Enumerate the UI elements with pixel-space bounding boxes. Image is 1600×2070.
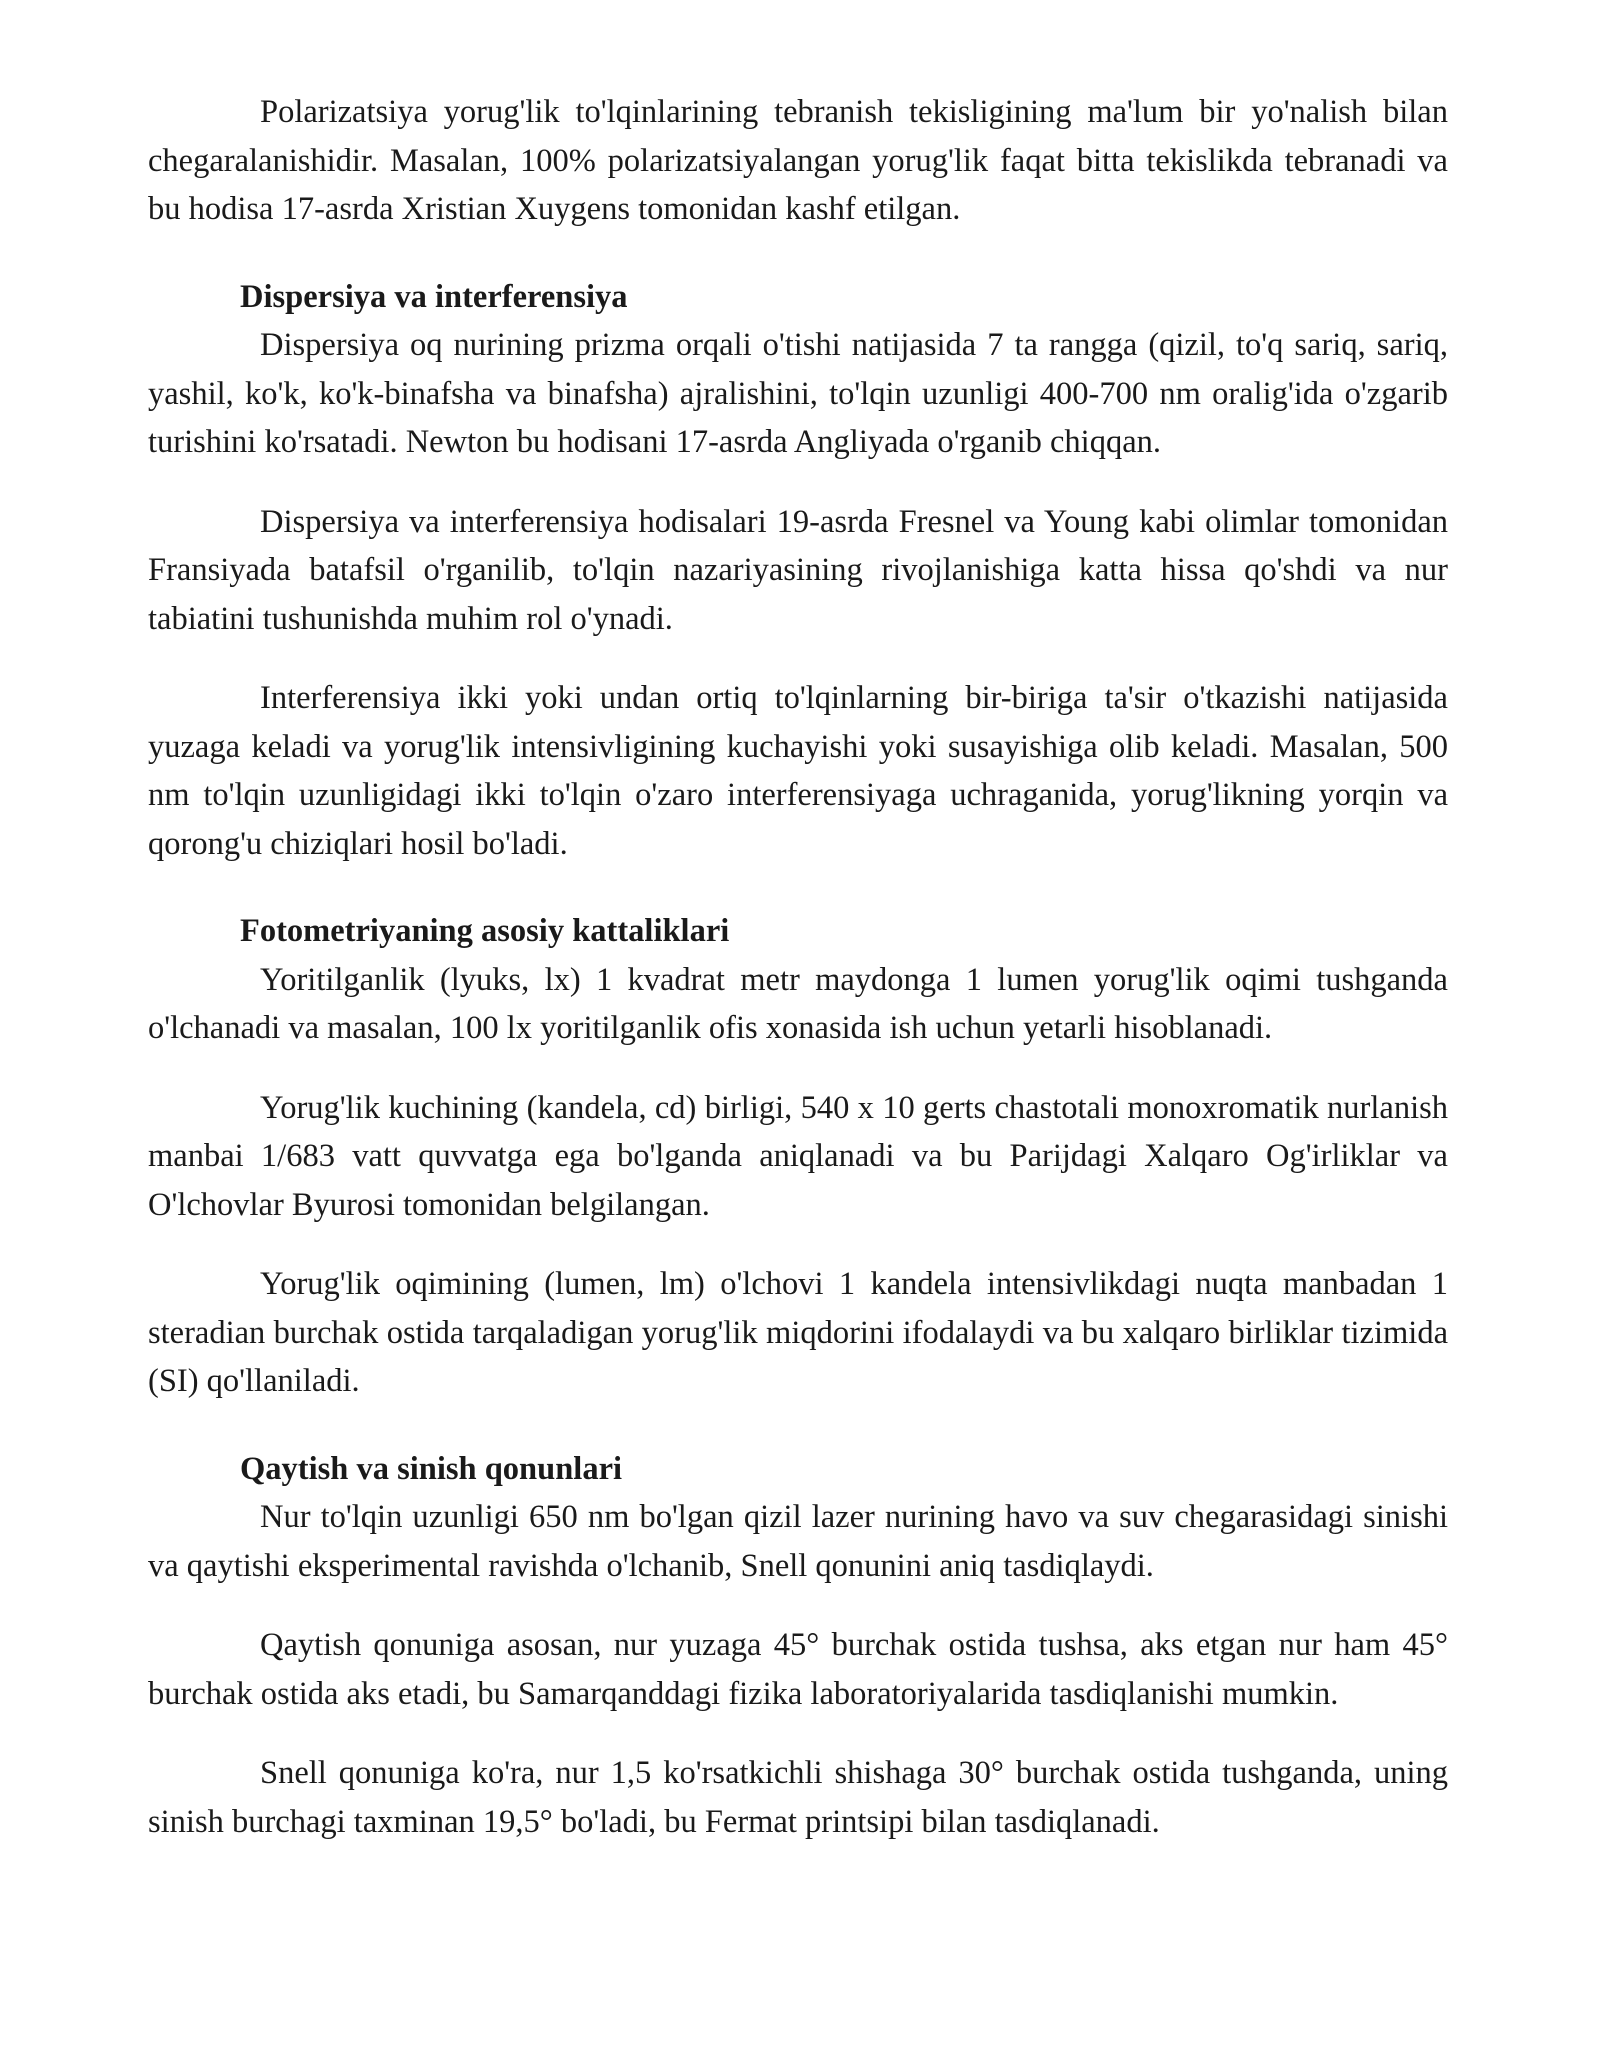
spacer [148,234,1448,273]
spacer [148,643,1448,674]
paragraph-luminous-intensity: Yorug'lik kuchining (kandela, cd) birligi, 540 x 10 gerts chastotali monoxromatik nurlanish manbai 1/683 vatt quvvatga ega bo'lganda aniqlanadi va bu Parijdagi Xalqaro Og'irliklar va O'lchovlar Byurosi tomonidan belgilangan. [148,1089,1448,1223]
heading-reflection-refraction: Qaytish va sinish qonunlari [240,1450,623,1487]
document-page [148,88,1448,1846]
paragraph-dispersion-history: Dispersiya va interferensiya hodisalari 19-asrda Fresnel va Young kabi olimlar tomonidan Fransiyada batafsil o'rganilib, to'lqin nazariyasining rivojlanishiga katta hissa qo'shdi va nur tabiatini tushunishda muhim rol o'ynadi. [148,503,1448,637]
paragraph-snell-law: Snell qonuniga ko'ra, nur 1,5 ko'rsatkichli shishaga 30° burchak ostida tushganda, uning sinish burchagi taxminan 19,5° bo'ladi, bu Fermat printsipi bilan tasdiqlanadi. [148,1755,1448,1840]
spacer [148,1053,1448,1084]
spacer [148,868,1448,907]
paragraph-dispersion: Dispersiya oq nurining prizma orqali o'tishi natijasida 7 ta rangga (qizil, to'q sariq, sariq, yashil, ko'k, ko'k-binafsha va binafsha) ajralishini, to'lqin uzunligi 400-700 nm oralig'ida o'zgarib turishini ko'rsatadi. Newton bu hodisani 17-asrda Angliyada o'rganib chiqqan. [148,327,1448,460]
paragraph-interference: Interferensiya ikki yoki undan ortiq to'lqinlarning bir-biriga ta'sir o'tkazishi natijasida yuzaga keladi va yorug'lik intensivligining kuchayishi yoki susayishiga olib keladi. Masalan, 500 nm to'lqin uzunligidagi ikki to'lqin o'zaro interferensiyaga uchraganida, yorug'likning yorqin va qorong'u chiziqlari hosil bo'ladi. [148,680,1448,862]
heading-photometry: Fotometriyaning asosiy kattaliklari [240,913,730,949]
spacer [148,1718,1448,1749]
spacer [148,1229,1448,1260]
paragraph-polarization: Polarizatsiya yorug'lik to'lqinlarining tebranish tekisligining ma'lum bir yo'nalish bilan chegaralanishidir. Masalan, 100% polarizatsiyalangan yorug'lik faqat bitta tekislikda tebranadi va bu hodisa 17-asrda Xristian Xuygens tomonidan kashf etilgan. [148,94,1448,227]
spacer [148,467,1448,498]
heading-dispersion-interference: Dispersiya va interferensiya [240,278,628,315]
paragraph-laser-refraction: Nur to'lqin uzunligi 650 nm bo'lgan qizil lazer nurining havo va suv chegarasidagi sinishi va qaytishi eksperimental ravishda o'lchanib, Snell qonunini aniq tasdiqlaydi. [148,1499,1448,1584]
paragraph-reflection-law: Qaytish qonuniga asosan, nur yuzaga 45° burchak ostida tushsa, aks etgan nur ham 45° burchak ostida aks etadi, bu Samarqanddagi fizika laboratoriyalarida tasdiqlanishi mumkin. [148,1627,1448,1712]
paragraph-illuminance: Yoritilganlik (lyuks, lx) 1 kvadrat metr maydonga 1 lumen yorug'lik oqimi tushganda o'lchanadi va masalan, 100 lx yoritilganlik ofis xonasida ish uchun yetarli hisoblanadi. [148,961,1448,1046]
spacer [148,1406,1448,1445]
paragraph-luminous-flux: Yorug'lik oqimining (lumen, lm) o'lchovi 1 kandela intensivlikdagi nuqta manbadan 1 steradian burchak ostida tarqaladigan yorug'lik miqdorini ifodalaydi va bu xalqaro birliklar tizimida (SI) qo'llaniladi. [148,1266,1448,1399]
spacer [148,1590,1448,1621]
